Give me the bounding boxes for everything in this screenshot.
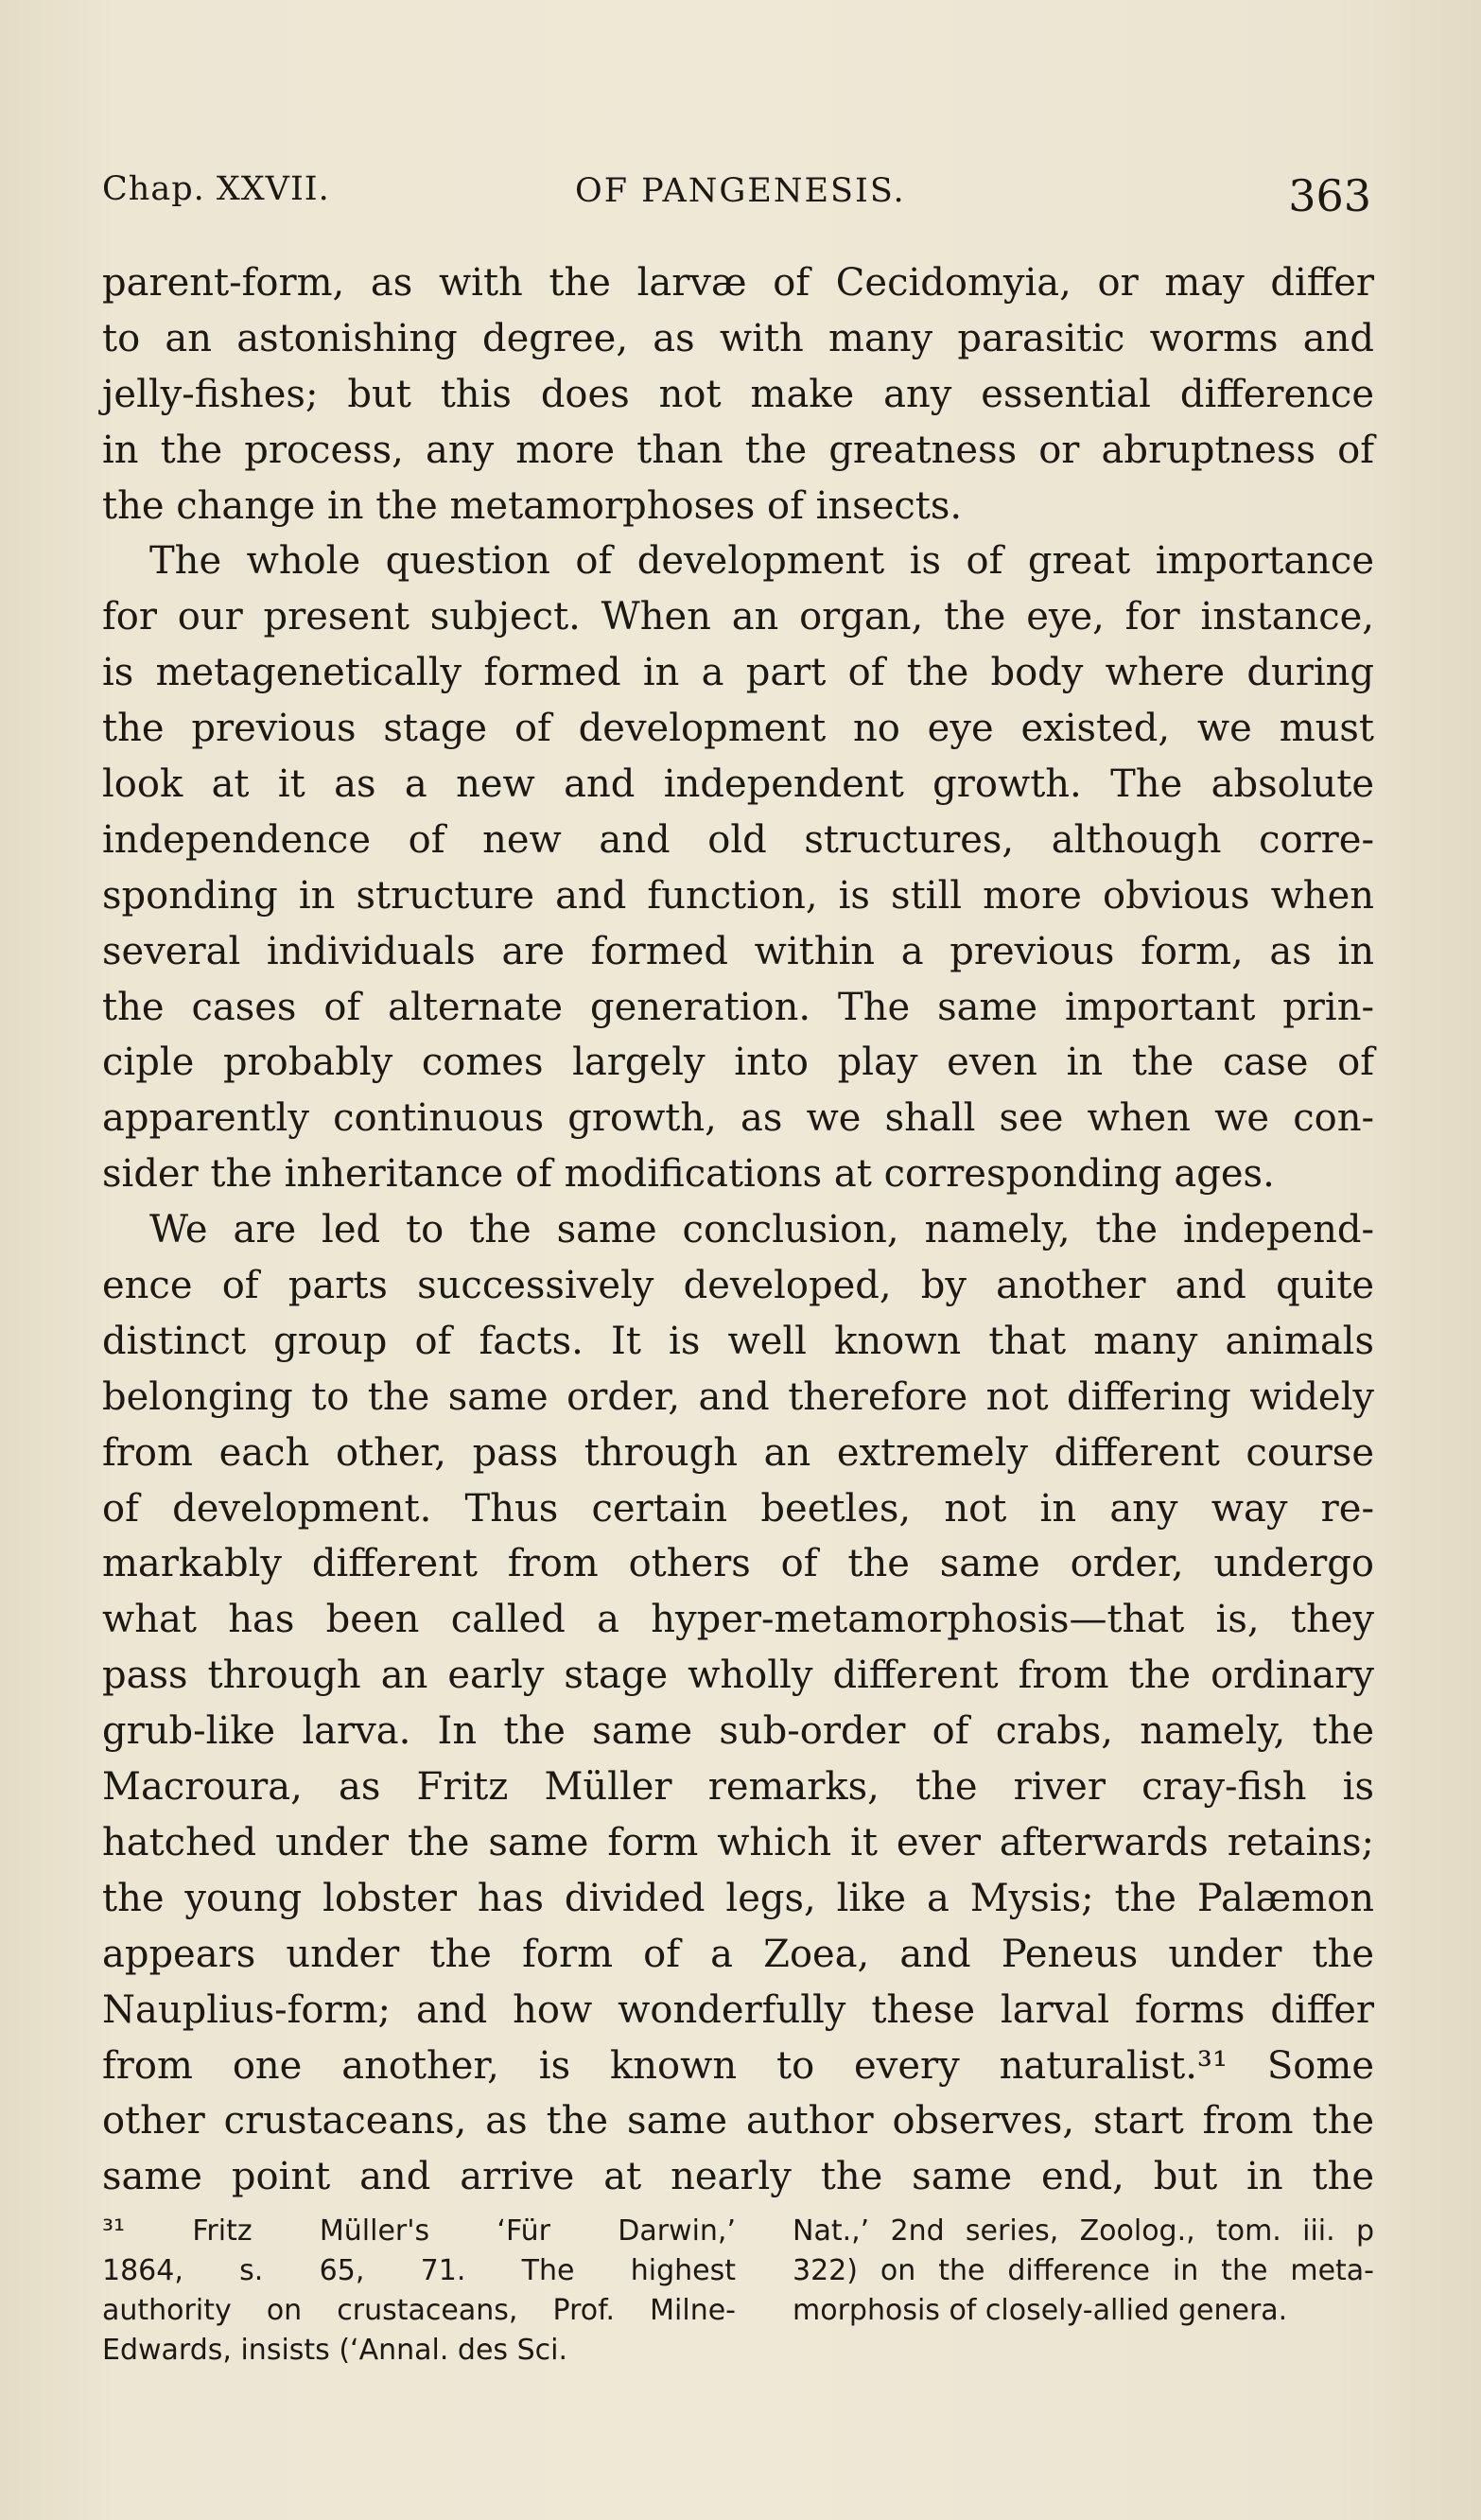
footnote-column-left xyxy=(102,2212,736,2371)
text-line: appears under the form of a Zoea, and Peneus under the xyxy=(102,1932,1374,1976)
text-line: to an astonishing degree, as with many parasitic worms and xyxy=(102,316,1374,360)
page-number: 363 xyxy=(1288,170,1371,221)
text-line: distinct group of facts. It is well known that many animals xyxy=(102,1319,1374,1363)
text-line: the previous stage of development no eye existed, we must xyxy=(102,707,1374,751)
text-line: of development. Thus certain beetles, not in any way re- xyxy=(102,1486,1374,1531)
footnotes xyxy=(102,2212,1374,2401)
footnote-line: Edwards, insists (‘Annal. des Sci. xyxy=(102,2334,567,2367)
text-line: other crustaceans, as the same author observes, start from the xyxy=(102,2099,1374,2144)
text-line: from each other, pass through an extremely different course xyxy=(102,1430,1374,1475)
text-line: markably different from others of the same order, undergo xyxy=(102,1542,1374,1586)
text-line: look at it as a new and independent growth. The absolute xyxy=(102,762,1374,807)
text-line: grub-like larva. In the same sub-order of crabs, namely, the xyxy=(102,1709,1374,1754)
text-line: ciple probably comes largely into play even in the case of xyxy=(102,1041,1374,1085)
text-line: belonging to the same order, and therefore not differing widely xyxy=(102,1374,1374,1419)
text-line: same point and arrive at nearly the same end, but in the xyxy=(102,2155,1374,2199)
footnote-line: 322) on the difference in the meta- xyxy=(793,2254,1374,2287)
text-line: parent-form, as with the larvæ of Cecidomyia, or may differ xyxy=(102,261,1374,305)
footnote-line: 1864, s. 65, 71. The highest xyxy=(102,2254,736,2287)
text-line: in the process, any more than the greatness or abruptness of xyxy=(102,428,1374,472)
text-line: the change in the metamorphoses of insects. xyxy=(102,483,963,528)
text-line: sponding in structure and function, is still more obvious when xyxy=(102,873,1374,918)
text-line: is metagenetically formed in a part of the body where during xyxy=(102,651,1374,695)
running-title: OF PANGENESIS. xyxy=(575,172,906,210)
text-line: ence of parts successively developed, by another and quite xyxy=(102,1264,1374,1308)
text-line: what has been called a hyper-metamorphosis—that is, they xyxy=(102,1598,1374,1642)
footnote-line: Nat.,’ 2nd series, Zoolog., tom. iii. p xyxy=(793,2214,1374,2248)
text-line: apparently continuous growth, as we shall see when we con- xyxy=(102,1096,1374,1141)
chapter-label: Chap. XXVII. xyxy=(102,170,330,208)
footnote-column-right xyxy=(793,2212,1374,2331)
paragraph-start-line: The whole question of development is of great importance xyxy=(149,539,1374,584)
text-line: for our present subject. When an organ, the eye, for instance, xyxy=(102,595,1374,639)
text-line: the young lobster has divided legs, like a Mysis; the Palæmon xyxy=(102,1876,1374,1920)
text-line: the cases of alternate generation. The same important prin- xyxy=(102,985,1374,1029)
running-header xyxy=(102,170,1371,227)
text-line: Macroura, as Fritz Müller remarks, the river cray-fish is xyxy=(102,1765,1374,1810)
footnote-line: authority on crustaceans, Prof. Milne- xyxy=(102,2294,736,2327)
text-line: sider the inheritance of modifications at corresponding ages. xyxy=(102,1152,1275,1197)
footnote-line: morphosis of closely-allied genera. xyxy=(793,2294,1288,2327)
body-text xyxy=(102,255,1374,2205)
text-line: pass through an early stage wholly different from the ordinary xyxy=(102,1654,1374,1698)
paragraph-start-line: We are led to the same conclusion, namely, the independ- xyxy=(149,1208,1374,1252)
text-line: independence of new and old structures, although corre- xyxy=(102,817,1374,862)
text-line: hatched under the same form which it ever afterwards retains; xyxy=(102,1820,1374,1864)
footnote-line: ³¹ Fritz Müller's ‘Für Darwin,’ xyxy=(102,2214,736,2248)
text-line: from one another, is known to every naturalist.³¹ Some xyxy=(102,2043,1374,2088)
text-line: jelly-fishes; but this does not make any essential difference xyxy=(102,372,1374,416)
text-line: several individuals are formed within a previous form, as in xyxy=(102,929,1374,973)
text-line: Nauplius-form; and how wonderfully these larval forms differ xyxy=(102,1987,1374,2032)
